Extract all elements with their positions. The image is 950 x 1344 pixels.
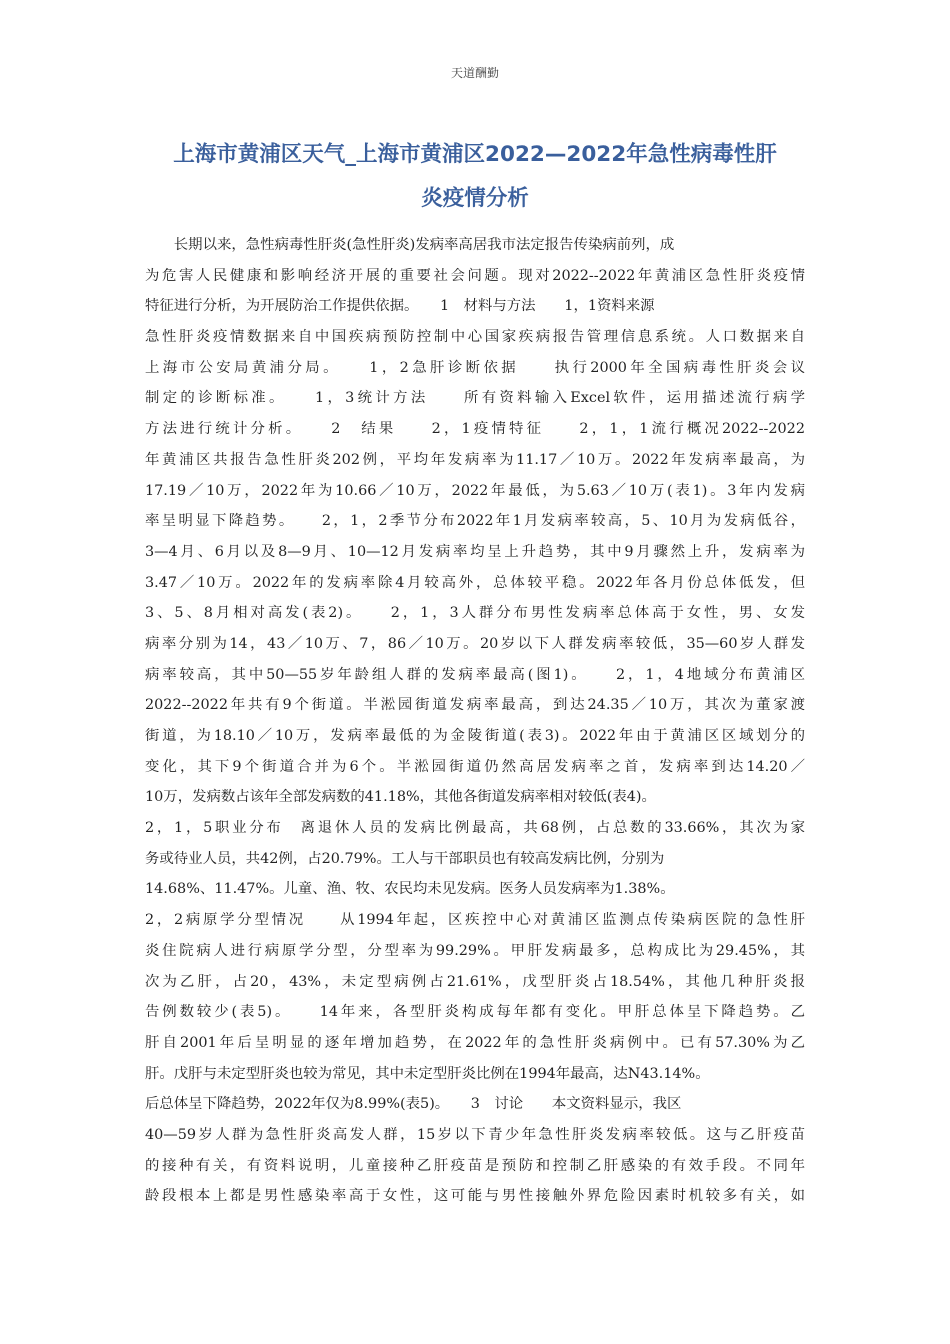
body-line: 上海市公安局黄浦分局。 1，2急肝诊断依据 执行2000年全国病毒性肝炎会议 [145,359,805,376]
body-line: 2，1，5职业分布 离退休人员的发病比例最高，共68例，占总数的33.66%，其次为家 [145,820,805,837]
document-title [130,133,820,221]
body-line: 病率分别为14，43／10万、7，86／10万。20岁以下人群发病率较低，35—60岁人群发 [145,635,805,652]
body-line: 街道，为18.10／10万，发病率最低的为金陵街道(表3)。2022年由于黄浦区区域划分的 [145,728,805,744]
body-line: 3—4月、6月以及8—9月、10—12月发病率均呈上升趋势，其中9月骤然上升，发病率为 [145,543,805,560]
body-line: 长期以来，急性病毒性肝炎(急性肝炎)发病率高居我市法定报告传染病前列，成 [145,237,675,253]
body-line: 为危害人民健康和影响经济开展的重要社会问题。现对2022--2022年黄浦区急性肝炎疫情 [145,267,805,284]
body-line: 特征进行分析，为开展防治工作提供依据。 1 材料与方法 1，1资料来源 [145,298,655,315]
body-line: 17.19／10万，2022年为10.66／10万，2022年最低，为5.63／10万(表1)。3年内发病 [145,482,805,499]
body-line: 年黄浦区共报告急性肝炎202例，平均年发病率为11.17／10万。2022年发病率最高，为 [145,451,805,468]
body-line: 40—59岁人群为急性肝炎高发人群，15岁以下青少年急性肝炎发病率较低。这与乙肝疫苗 [145,1126,805,1143]
body-line: 肝自2001年后呈明显的逐年增加趋势，在2022年的急性肝炎病例中。已有57.30%为乙 [145,1034,805,1051]
body-line: 肝。戊肝与未定型肝炎也较为常见，其中未定型肝炎比例在1994年最高，达N43.14%。 [145,1065,710,1082]
body-line: 病率较高，其中50—55岁年龄组人群的发病率最高(图1)。 2，1，4地域分布黄浦区 [145,666,805,683]
body-line: 告例数较少(表5)。 14年来，各型肝炎构成每年都有变化。甲肝总体呈下降趋势。乙 [145,1004,805,1021]
body-line: 制定的诊断标准。 1，3统计方法 所有资料输入Excel软件，运用描述流行病学 [145,390,805,407]
body-line: 2，2病原学分型情况 从1994年起，区疾控中心对黄浦区监测点传染病医院的急性肝 [145,912,805,929]
title-line: 上海市黄浦区天气_上海市黄浦区2022—2022年急性病毒性肝 [173,142,777,167]
title-line: 炎疫情分析 [421,186,529,211]
body-line: 龄段根本上都是男性感染率高于女性，这可能与男性接触外界危险因素时机较多有关，如 [145,1188,805,1205]
body-line: 次为乙肝，占20，43%，未定型病例占21.61%，戊型肝炎占18.54%，其他几种肝炎报 [145,973,805,990]
body-line: 3.47／10万。2022年的发病率除4月较高外，总体较平稳。2022年各月份总体低发，但 [145,574,805,591]
body-line: 后总体呈下降趋势，2022年仅为8.99%(表5)。 3 讨论 本文资料显示，我区 [145,1096,682,1113]
page-header: 天道酬勤 [450,66,499,80]
body-line: 方法进行统计分析。 2 结果 2，1疫情特征 2，1，1流行概况2022--2022 [145,421,805,438]
body-line: 14.68%、11.47%。儿童、渔、牧、农民均未见发病。医务人员发病率为1.38%。 [145,881,675,898]
body-line: 2022--2022年共有9个街道。半淞园街道发病率最高，到达24.35／10万，其次为董家渡 [145,697,805,714]
body-line: 急性肝炎疫情数据来自中国疾病预防控制中心国家疾病报告管理信息系统。人口数据来自 [145,329,805,346]
body-line: 10万，发病数占该年全部发病数的41.18%，其他各街道发病率相对较低(表4)。 [145,789,656,806]
body-line: 务或待业人员，共42例，占20.79%。工人与干部职员也有较高发病比例，分别为 [145,850,665,867]
body-line: 炎住院病人进行病原学分型，分型率为99.29%。甲肝发病最多，总构成比为29.45%，其 [145,942,805,959]
body-line: 率呈明显下降趋势。 2，1，2季节分布2022年1月发病率较高，5、10月为发病低谷， [145,513,805,530]
document-body [145,230,805,1212]
body-line: 3、5、8月相对高发(表2)。 2，1，3人群分布男性发病率总体高于女性，男、女发 [145,605,805,622]
body-line: 变化，其下9个街道合并为6个。半淞园街道仍然高居发病率之首，发病率到达14.20／ [145,758,805,775]
body-line: 的接种有关，有资料说明，儿童接种乙肝疫苗是预防和控制乙肝感染的有效手段。不同年 [145,1157,805,1174]
